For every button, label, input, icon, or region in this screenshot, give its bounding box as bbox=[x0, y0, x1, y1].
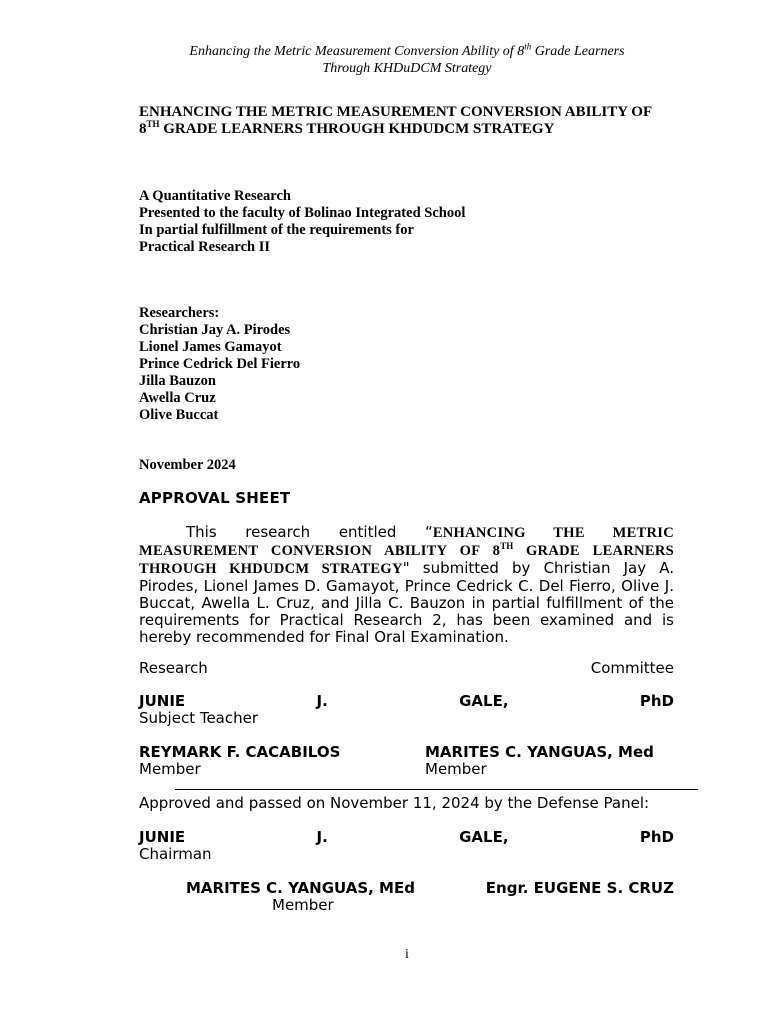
member-role: Member bbox=[139, 760, 201, 778]
researcher-name: Olive Buccat bbox=[139, 407, 219, 423]
research-committee-label: Research Committee bbox=[139, 659, 674, 677]
approval-paragraph: This research entitled “ENHANCING THE METRIC MEASUREMENT CONVERSION ABILITY OF 8TH GRADE LEARNERS THROUGH KHDUDCM STRATEGY" submitted by Christian Jay A. Pirodes, Lionel James D. Gamayot, Prince Cedrick C. Del Fierro, Olive J. Buccat, Awella L. Cruz, and Jilla C. Bauzon in partial fulfillment of the requirements for Practical Research 2, has been examined and is hereby recommended for Final Oral Examination. bbox=[139, 523, 675, 646]
member-role: Member bbox=[425, 760, 487, 778]
chairman-name: JUNIE J. GALE, PhD bbox=[139, 828, 674, 846]
researcher-name: Awella Cruz bbox=[139, 390, 216, 406]
running-header bbox=[0, 43, 768, 77]
approved-statement: Approved and passed on November 11, 2024 by the Defense Panel: bbox=[139, 794, 650, 812]
researchers-list bbox=[139, 305, 300, 424]
panel-member-name: MARITES C. YANGUAS, MEd bbox=[186, 879, 415, 897]
research-info-line: In partial fulfillment of the requirements for bbox=[139, 222, 414, 238]
research-info-line: A Quantitative Research bbox=[139, 188, 291, 204]
member-name: REYMARK F. CACABILOS bbox=[139, 743, 341, 761]
researcher-name: Lionel James Gamayot bbox=[139, 339, 282, 355]
chairman-role: Chairman bbox=[139, 845, 212, 863]
document-date: November 2024 bbox=[139, 457, 236, 473]
header-line-2: Through KHDuDCM Strategy bbox=[322, 61, 492, 76]
member-name: MARITES C. YANGUAS, Med bbox=[425, 743, 654, 761]
divider-line bbox=[175, 789, 698, 790]
adviser-name: JUNIE J. GALE, PhD bbox=[139, 692, 674, 710]
panel-member-name: Engr. EUGENE S. CRUZ bbox=[485, 879, 674, 897]
panel-member-role: Member bbox=[272, 896, 334, 914]
document-title: ENHANCING THE METRIC MEASUREMENT CONVERSION ABILITY OF 8TH GRADE LEARNERS THROUGH KHDUDCM STRATEGY bbox=[139, 104, 653, 137]
research-info-line: Practical Research II bbox=[139, 239, 270, 255]
researcher-name: Jilla Bauzon bbox=[139, 373, 216, 389]
approval-sheet-heading: APPROVAL SHEET bbox=[139, 489, 291, 507]
page-number: i bbox=[405, 947, 409, 962]
adviser-role: Subject Teacher bbox=[139, 709, 259, 727]
researchers-heading: Researchers: bbox=[139, 305, 220, 321]
header-line-1: Enhancing the Metric Measurement Conversion Ability of 8th Grade Learners bbox=[189, 41, 625, 59]
research-info bbox=[139, 188, 465, 256]
researcher-name: Prince Cedrick Del Fierro bbox=[139, 356, 301, 372]
researcher-name: Christian Jay A. Pirodes bbox=[139, 322, 291, 338]
research-info-line: Presented to the faculty of Bolinao Integrated School bbox=[139, 205, 466, 221]
